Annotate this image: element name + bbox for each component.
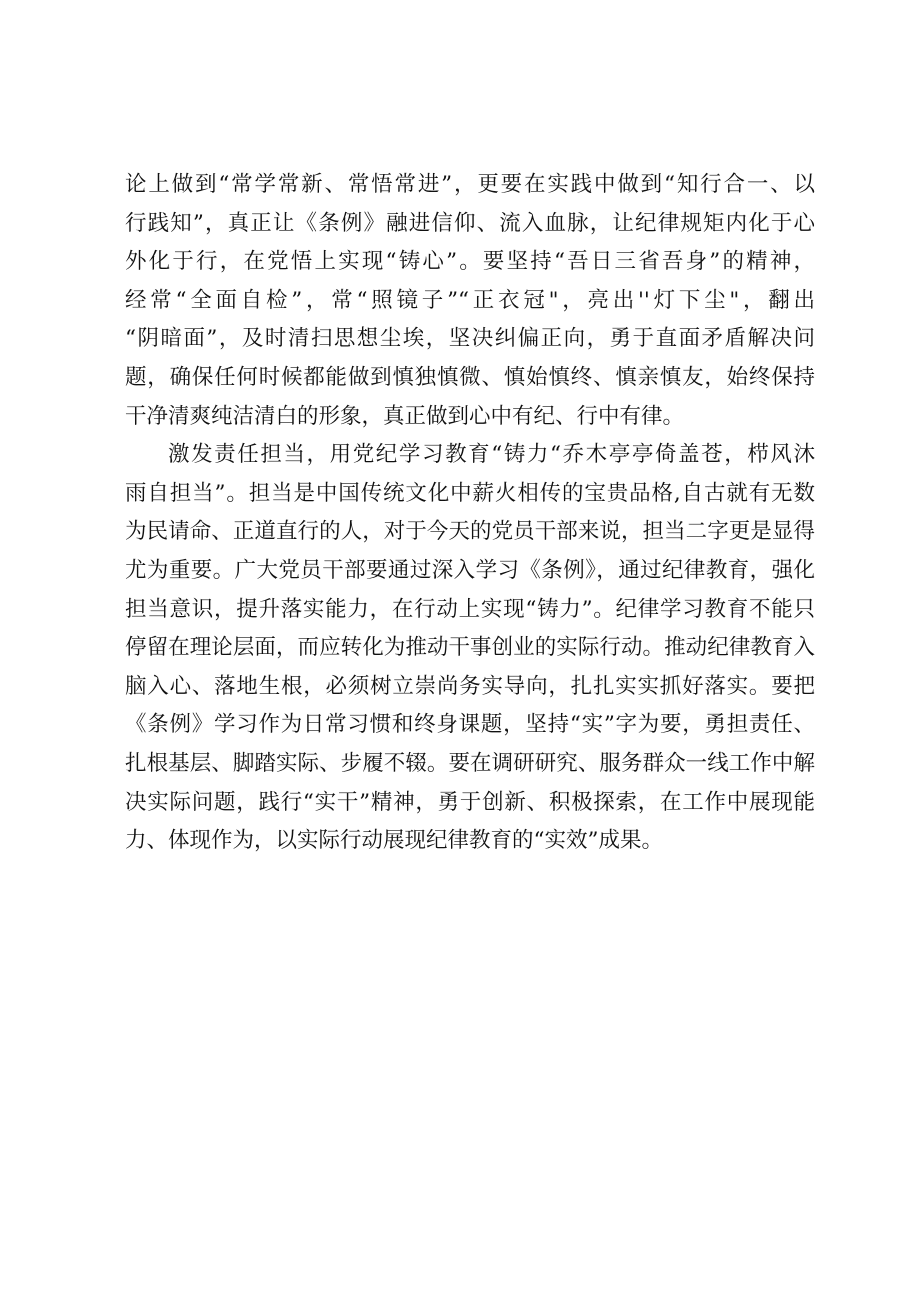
paragraph-2 [125,436,815,861]
paragraph-line: 题，确保任何时候都能做到慎独慎微、慎始慎终、慎亲慎友，始终保持 [125,364,815,390]
paragraph-line: 脑入心、落地生根，必须树立崇尚务实导向，扎扎实实抓好落实。要把 [125,673,815,699]
document-body [125,166,815,861]
paragraph-line: 扎根基层、脚踏实际、步履不辍。要在调研研究、服务群众一线工作中解 [125,750,815,776]
paragraph-line: 力、体现作为，以实际行动展现纪律教育的“实效”成果。 [125,828,663,854]
paragraph-line: 停留在理论层面，而应转化为推动干事创业的实际行动。推动纪律教育入 [125,635,815,661]
paragraph-line: 经常“全面自检”，常“照镜子”“正衣冠"，亮出''灯下尘"，翻出 [125,287,815,313]
paragraph-line: “阴暗面”，及时清扫思想尘埃，坚决纠偏正向，勇于直面矛盾解决问 [125,326,815,352]
paragraph-line: 《条例》学习作为日常习惯和终身课题，坚持“实”字为要，勇担责任、 [125,712,815,738]
paragraph-line: 外化于行，在党悟上实现“铸心”。要坚持“吾日三省吾身”的精神， [125,249,815,275]
paragraph-line: 决实际问题，践行“实干”精神，勇于创新、积极探索，在工作中展现能 [125,789,815,815]
paragraph-line: 担当意识，提升落实能力，在行动上实现“铸力”。纪律学习教育不能只 [125,596,815,622]
paragraph-line: 行践知”，真正让《条例》融进信仰、流入血脉，让纪律规矩内化于心 [125,210,815,236]
paragraph-line: 雨自担当”。担当是中国传统文化中薪火相传的宝贵品格,自古就有无数 [125,480,815,506]
paragraph-line: 干净清爽纯洁清白的形象，真正做到心中有纪、行中有律。 [125,403,685,429]
paragraph-line: 尤为重要。广大党员干部要通过深入学习《条例》，通过纪律教育，强化 [125,557,815,583]
paragraph-line: 为民请命、正道直行的人，对于今天的党员干部来说，担当二字更是显得 [125,519,815,545]
paragraph-line: 论上做到“常学常新、常悟常进”，更要在实践中做到“知行合一、以 [125,172,815,197]
paragraph-1 [125,166,815,436]
paragraph-line: 激发责任担当，用党纪学习教育“铸力“乔木亭亭倚盖苍，栉风沐 [168,442,815,468]
